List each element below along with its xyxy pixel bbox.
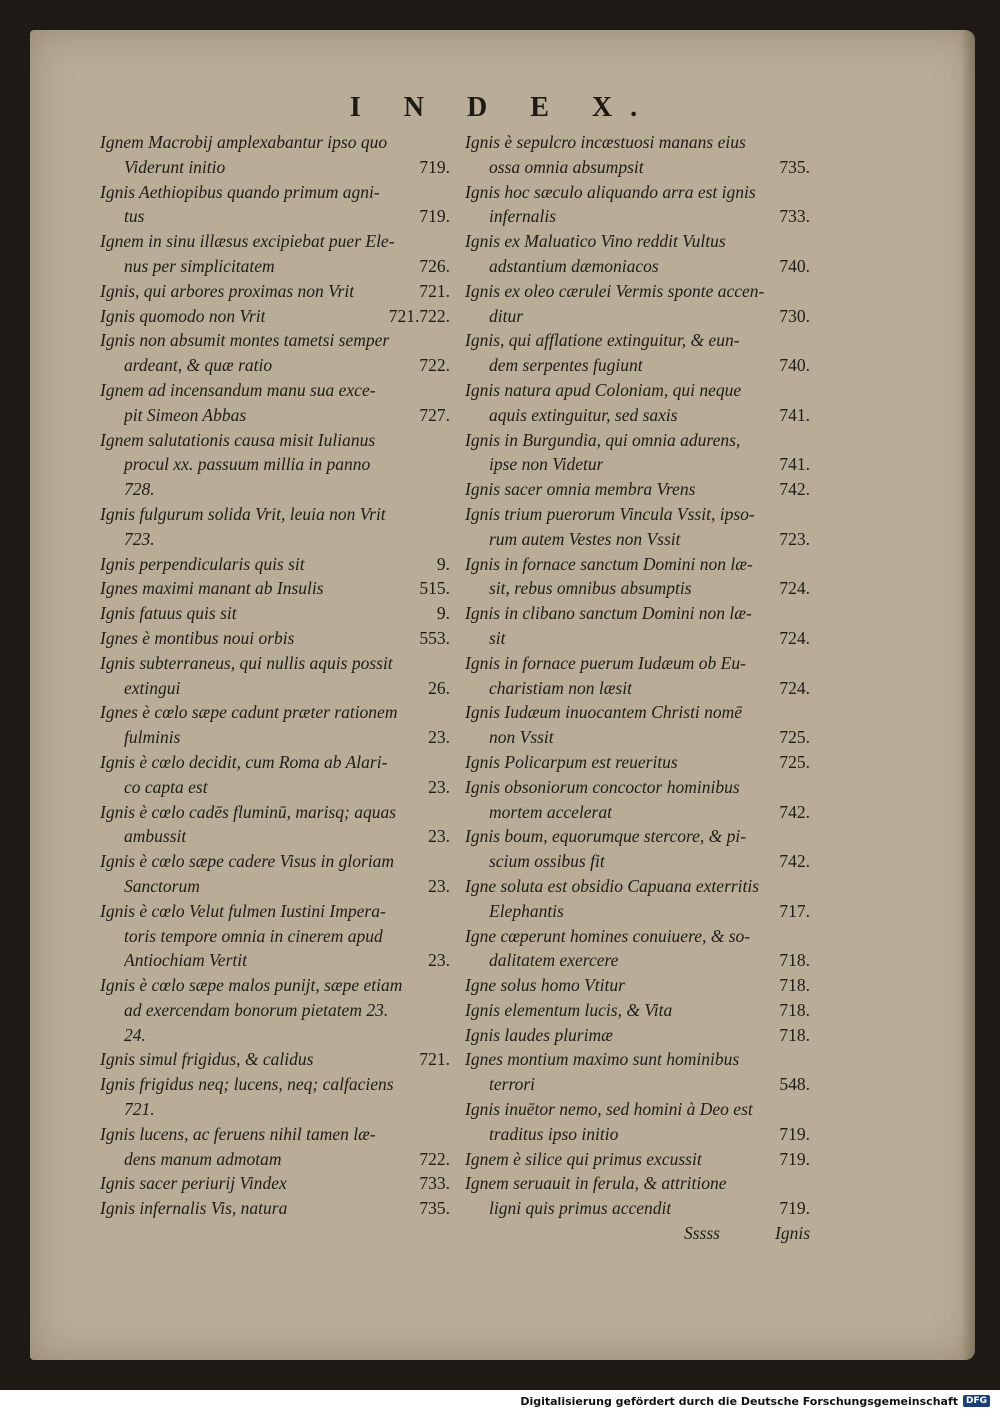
catchword: Ignis bbox=[775, 1223, 810, 1243]
entry-text: infernalis bbox=[489, 206, 557, 227]
index-entry bbox=[465, 998, 810, 1023]
entry-page-ref: 721. bbox=[419, 1049, 450, 1070]
entry-line: Ignis in fornace puerum Iudæum ob Eu- bbox=[465, 652, 746, 673]
entry-page-ref: 719. bbox=[419, 156, 450, 177]
entry-page-ref: 733. bbox=[419, 1173, 450, 1194]
entry-text: ligni quis primus accendit bbox=[489, 1198, 672, 1219]
entry-line: Ignis non absumit montes tametsi semper bbox=[100, 330, 390, 351]
index-entry bbox=[100, 1171, 450, 1196]
entry-text: Ignes è montibus noui orbis bbox=[100, 627, 295, 648]
index-entry bbox=[100, 899, 450, 973]
index-entry bbox=[465, 1023, 810, 1048]
entry-text: Ignis infernalis Vis, natura bbox=[100, 1198, 288, 1219]
entry-line: Ignes è cœlo sæpe cadunt præter rationem bbox=[100, 702, 398, 723]
entry-text: Ignem è silice qui primus excussit bbox=[465, 1148, 702, 1169]
entry-line: Ignis Aethiopibus quando primum agni- bbox=[100, 181, 380, 202]
entry-page-ref: 727. bbox=[419, 404, 450, 425]
entry-line: procul xx. passuum millia in panno bbox=[124, 454, 371, 475]
entry-page-ref: 719. bbox=[779, 1123, 810, 1144]
entry-line bbox=[465, 155, 810, 180]
index-entry bbox=[100, 328, 450, 378]
entry-line bbox=[465, 725, 810, 750]
entry-text: ditur bbox=[489, 305, 524, 326]
entry-line: Ignis Iudæum inuocantem Christi nomē bbox=[465, 702, 743, 723]
footer-bar bbox=[0, 1390, 1000, 1411]
index-entry bbox=[100, 1122, 450, 1172]
index-entry bbox=[100, 428, 450, 502]
entry-line bbox=[100, 1171, 450, 1196]
index-entry bbox=[100, 973, 450, 1047]
entry-line: toris tempore omnia in cinerem apud bbox=[124, 925, 383, 946]
entry-line: Ignis frigidus neq; lucens, neq; calfaciens bbox=[100, 1074, 394, 1095]
entry-line bbox=[465, 1072, 810, 1097]
entry-line: 723. bbox=[124, 528, 155, 549]
dfg-logo-icon: DFG bbox=[963, 1395, 990, 1407]
entry-line: Ignis hoc sæculo aliquando arra est ignis bbox=[465, 181, 756, 202]
entry-line bbox=[465, 948, 810, 973]
index-entry bbox=[465, 1171, 810, 1221]
entry-text: dalitatem exercere bbox=[489, 950, 619, 971]
entry-text: scium ossibus fit bbox=[489, 851, 605, 872]
entry-line bbox=[465, 403, 810, 428]
entry-text: fulminis bbox=[124, 727, 181, 748]
entry-text: Ignis Policarpum est reueritus bbox=[465, 751, 678, 772]
index-entry bbox=[465, 601, 810, 651]
index-entry bbox=[100, 130, 450, 180]
entry-line bbox=[100, 725, 450, 750]
entry-line bbox=[465, 1147, 810, 1172]
entry-line bbox=[100, 775, 450, 800]
entry-line bbox=[100, 874, 450, 899]
entry-line bbox=[465, 477, 810, 502]
entry-page-ref: 718. bbox=[779, 950, 810, 971]
entry-page-ref: 742. bbox=[779, 479, 810, 500]
entry-page-ref: 725. bbox=[779, 727, 810, 748]
entry-text: ardeant, & quæ ratio bbox=[124, 355, 273, 376]
entry-line: Ignis inuētor nemo, sed homini à Deo est bbox=[465, 1099, 753, 1120]
entry-text: Ignes maximi manant ab Insulis bbox=[100, 578, 324, 599]
entry-line bbox=[465, 676, 810, 701]
entry-page-ref: 515. bbox=[419, 578, 450, 599]
index-entry bbox=[465, 229, 810, 279]
entry-line: Ignis lucens, ac feruens nihil tamen læ- bbox=[100, 1123, 376, 1144]
index-entry bbox=[465, 502, 810, 552]
signature-mark: Sssss bbox=[684, 1223, 720, 1243]
entry-page-ref: 735. bbox=[419, 1198, 450, 1219]
entry-line: Ignem salutationis causa misit Iulianus bbox=[100, 429, 376, 450]
entry-text: sit bbox=[489, 627, 506, 648]
index-entry bbox=[465, 328, 810, 378]
entry-text: Viderunt initio bbox=[124, 156, 226, 177]
entry-page-ref: 719. bbox=[779, 1198, 810, 1219]
entry-page-ref: 725. bbox=[779, 751, 810, 772]
entry-text: traditus ipso initio bbox=[489, 1123, 619, 1144]
entry-line bbox=[100, 948, 450, 973]
entry-page-ref: 719. bbox=[779, 1148, 810, 1169]
entry-text: sit, rebus omnibus absumptis bbox=[489, 578, 692, 599]
entry-page-ref: 717. bbox=[779, 900, 810, 921]
entry-line bbox=[465, 1122, 810, 1147]
entry-page-ref: 742. bbox=[779, 801, 810, 822]
entry-text: Ignis sacer periurij Vindex bbox=[100, 1173, 287, 1194]
entry-page-ref: 726. bbox=[419, 255, 450, 276]
entry-line: Ignem Macrobij amplexabantur ipso quo bbox=[100, 132, 388, 152]
entry-line bbox=[100, 1147, 450, 1172]
entry-line bbox=[100, 279, 450, 304]
entry-page-ref: 23. bbox=[428, 727, 450, 748]
entry-page-ref: 26. bbox=[428, 677, 450, 698]
index-entry bbox=[465, 477, 810, 502]
entry-line bbox=[100, 676, 450, 701]
entry-page-ref: 23. bbox=[428, 950, 450, 971]
entry-text: adstantium dæmoniacos bbox=[489, 255, 659, 276]
page-title: I N D E X. bbox=[349, 92, 656, 123]
entry-text: Elephantis bbox=[489, 900, 564, 921]
index-entry bbox=[100, 576, 450, 601]
book-page bbox=[30, 30, 975, 1360]
entry-page-ref: 741. bbox=[779, 404, 810, 425]
entry-line bbox=[465, 304, 810, 329]
index-entry bbox=[100, 279, 450, 304]
entry-text: rum autem Vestes non Vssit bbox=[489, 528, 681, 549]
entry-line bbox=[465, 973, 810, 998]
entry-line: Ignis è cœlo Velut fulmen Iustini Impera- bbox=[100, 900, 386, 921]
index-entry bbox=[100, 700, 450, 750]
entry-line: Ignes montium maximo sunt hominibus bbox=[465, 1049, 740, 1070]
index-entry bbox=[465, 1047, 810, 1097]
entry-text: pit Simeon Abbas bbox=[124, 404, 247, 425]
entry-text: tus bbox=[124, 206, 145, 227]
entry-text: non Vssit bbox=[489, 727, 554, 748]
entry-line: Ignis è cœlo sæpe malos punijt, sæpe etiam bbox=[100, 975, 403, 996]
entry-page-ref: 553. bbox=[419, 627, 450, 648]
entry-page-ref: 724. bbox=[779, 627, 810, 648]
entry-text: ambussit bbox=[124, 826, 187, 847]
entry-page-ref: 730. bbox=[779, 305, 810, 326]
index-entry bbox=[465, 700, 810, 750]
index-entry bbox=[465, 824, 810, 874]
entry-text: terrori bbox=[489, 1074, 536, 1095]
entry-line bbox=[465, 1196, 810, 1221]
index-entry bbox=[100, 180, 450, 230]
entry-text: charistiam non læsit bbox=[489, 677, 632, 698]
entry-line bbox=[465, 576, 810, 601]
index-entry bbox=[465, 775, 810, 825]
entry-line: ad exercendam bonorum pietatem 23. bbox=[124, 999, 389, 1020]
entry-text: dens manum admotam bbox=[124, 1148, 282, 1169]
entry-text: aquis extinguitur, sed saxis bbox=[489, 404, 678, 425]
index-entry bbox=[465, 279, 810, 329]
index-entry bbox=[465, 1147, 810, 1172]
index-entry bbox=[100, 800, 450, 850]
index-entry bbox=[465, 651, 810, 701]
entry-line bbox=[465, 998, 810, 1023]
entry-line: 721. bbox=[124, 1099, 155, 1120]
index-entry bbox=[100, 601, 450, 626]
index-entry bbox=[100, 849, 450, 899]
entry-line bbox=[100, 204, 450, 229]
index-column-left bbox=[100, 130, 450, 1221]
entry-page-ref: 722. bbox=[419, 1148, 450, 1169]
entry-page-ref: 718. bbox=[779, 1024, 810, 1045]
entry-text: Ignis quomodo non Vrit bbox=[100, 305, 266, 326]
index-entry bbox=[100, 1072, 450, 1122]
entry-line: Ignis è cœlo cadēs fluminū, marisq; aquas bbox=[100, 801, 397, 822]
entry-page-ref: 719. bbox=[419, 206, 450, 227]
entry-line: Ignis ex Maluatico Vino reddit Vultus bbox=[465, 231, 726, 252]
entry-line: Igne cœperunt homines conuiuere, & so- bbox=[465, 925, 751, 946]
entry-line bbox=[465, 527, 810, 552]
entry-text: Ignis fatuus quis sit bbox=[100, 603, 237, 624]
entry-line: Ignis in clibano sanctum Domini non læ- bbox=[465, 603, 752, 624]
entry-page-ref: 718. bbox=[779, 999, 810, 1020]
signature-line bbox=[465, 1223, 810, 1244]
entry-text: Igne solus homo Vtitur bbox=[465, 975, 625, 996]
entry-line bbox=[100, 304, 450, 329]
entry-text: extingui bbox=[124, 677, 181, 698]
entry-line: Ignis in fornace sanctum Domini non læ- bbox=[465, 553, 753, 574]
entry-page-ref: 23. bbox=[428, 875, 450, 896]
entry-line bbox=[465, 626, 810, 651]
entry-line: Ignis ex oleo cærulei Vermis sponte accen- bbox=[465, 280, 765, 301]
entry-line: Ignis in Burgundia, qui omnia adurens, bbox=[465, 429, 741, 450]
entry-page-ref: 722. bbox=[419, 355, 450, 376]
entry-text: Sanctorum bbox=[124, 875, 200, 896]
entry-page-ref: 733. bbox=[779, 206, 810, 227]
entry-line: Ignis boum, equorumque stercore, & pi- bbox=[465, 826, 747, 847]
entry-text: ossa omnia absumpsit bbox=[489, 156, 644, 177]
entry-line bbox=[100, 155, 450, 180]
entry-page-ref: 741. bbox=[779, 454, 810, 475]
index-entry bbox=[100, 1047, 450, 1072]
index-entry bbox=[100, 502, 450, 552]
entry-line bbox=[465, 254, 810, 279]
index-entry bbox=[465, 750, 810, 775]
index-entry bbox=[100, 552, 450, 577]
entry-line bbox=[465, 452, 810, 477]
entry-text: Ignis elementum lucis, & Vita bbox=[465, 999, 673, 1020]
entry-page-ref: 742. bbox=[779, 851, 810, 872]
footer-credit: Digitalisierung gefördert durch die Deutsche Forschungsgemeinschaft bbox=[520, 1395, 958, 1408]
entry-line bbox=[465, 849, 810, 874]
index-entry bbox=[100, 304, 450, 329]
entry-line: Ignis fulgurum solida Vrit, leuia non Vrit bbox=[100, 503, 386, 524]
entry-line bbox=[465, 353, 810, 378]
entry-line: 728. bbox=[124, 479, 155, 500]
entry-page-ref: 721.722. bbox=[388, 305, 450, 326]
entry-line bbox=[465, 1023, 810, 1048]
index-entry bbox=[100, 1196, 450, 1221]
index-column-right bbox=[465, 130, 810, 1221]
index-entry bbox=[465, 378, 810, 428]
entry-line bbox=[100, 403, 450, 428]
entry-line bbox=[465, 800, 810, 825]
entry-text: Ignis sacer omnia membra Vrens bbox=[465, 479, 696, 500]
index-entry bbox=[465, 130, 810, 180]
entry-text: ipse non Videtur bbox=[489, 454, 604, 475]
entry-line: Ignem seruauit in ferula, & attritione bbox=[465, 1173, 727, 1194]
index-entry bbox=[100, 378, 450, 428]
entry-text: Ignis simul frigidus, & calidus bbox=[100, 1049, 314, 1070]
entry-line bbox=[100, 576, 450, 601]
entry-page-ref: 724. bbox=[779, 578, 810, 599]
index-entry bbox=[465, 1097, 810, 1147]
entry-line bbox=[100, 626, 450, 651]
entry-text: dem serpentes fugiunt bbox=[489, 355, 643, 376]
entry-line bbox=[100, 353, 450, 378]
entry-line: Ignis è cœlo decidit, cum Roma ab Alari- bbox=[100, 751, 388, 772]
entry-line bbox=[100, 552, 450, 577]
index-entry bbox=[465, 924, 810, 974]
page-edge-shadow bbox=[961, 30, 975, 1360]
entry-page-ref: 718. bbox=[779, 975, 810, 996]
entry-line: Ignis è sepulcro incæstuosi manans eius bbox=[465, 132, 746, 152]
index-entry bbox=[100, 651, 450, 701]
entry-text: Ignis perpendicularis quis sit bbox=[100, 553, 305, 574]
entry-line bbox=[100, 254, 450, 279]
entry-line: Ignis obsoniorum concoctor hominibus bbox=[465, 776, 740, 797]
entry-text: co capta est bbox=[124, 776, 208, 797]
entry-page-ref: 724. bbox=[779, 677, 810, 698]
entry-line: Ignis natura apud Coloniam, qui neque bbox=[465, 379, 742, 400]
entry-page-ref: 548. bbox=[779, 1074, 810, 1095]
index-entry bbox=[465, 428, 810, 478]
entry-page-ref: 740. bbox=[779, 355, 810, 376]
entry-line bbox=[100, 824, 450, 849]
entry-line bbox=[465, 750, 810, 775]
entry-line: Ignis è cœlo sæpe cadere Visus in gloriam bbox=[100, 851, 395, 872]
index-entry bbox=[100, 229, 450, 279]
entry-line bbox=[100, 601, 450, 626]
entry-text: Ignis laudes plurimæ bbox=[465, 1024, 613, 1045]
entry-page-ref: 23. bbox=[428, 826, 450, 847]
entry-page-ref: 723. bbox=[779, 528, 810, 549]
entry-page-ref: 9. bbox=[436, 553, 450, 574]
index-entry bbox=[100, 750, 450, 800]
entry-line: Ignem ad incensandum manu sua exce- bbox=[100, 379, 376, 400]
index-entry bbox=[465, 180, 810, 230]
entry-line: Ignis trium puerorum Vincula Vssit, ipso- bbox=[465, 503, 755, 524]
entry-page-ref: 735. bbox=[779, 156, 810, 177]
index-entry bbox=[465, 874, 810, 924]
entry-line bbox=[465, 204, 810, 229]
entry-line: Ignis subterraneus, qui nullis aquis possit bbox=[100, 652, 393, 673]
entry-line bbox=[100, 1196, 450, 1221]
entry-text: Antiochiam Vertit bbox=[124, 950, 247, 971]
entry-page-ref: 9. bbox=[436, 603, 450, 624]
entry-page-ref: 23. bbox=[428, 776, 450, 797]
entry-line: Igne soluta est obsidio Capuana exterritis bbox=[465, 875, 760, 896]
entry-text: nus per simplicitatem bbox=[124, 255, 275, 276]
entry-line bbox=[465, 899, 810, 924]
entry-line: Ignem in sinu illæsus excipiebat puer Ele- bbox=[100, 231, 395, 252]
index-entry bbox=[100, 626, 450, 651]
entry-line bbox=[100, 1047, 450, 1072]
entry-page-ref: 721. bbox=[419, 280, 450, 301]
entry-text: mortem accelerat bbox=[489, 801, 612, 822]
entry-line: 24. bbox=[124, 1024, 146, 1045]
entry-text: Ignis, qui arbores proximas non Vrit bbox=[100, 280, 355, 301]
index-entry bbox=[465, 552, 810, 602]
entry-page-ref: 740. bbox=[779, 255, 810, 276]
entry-line: Ignis, qui afflatione extinguitur, & eun- bbox=[465, 330, 740, 351]
index-entry bbox=[465, 973, 810, 998]
